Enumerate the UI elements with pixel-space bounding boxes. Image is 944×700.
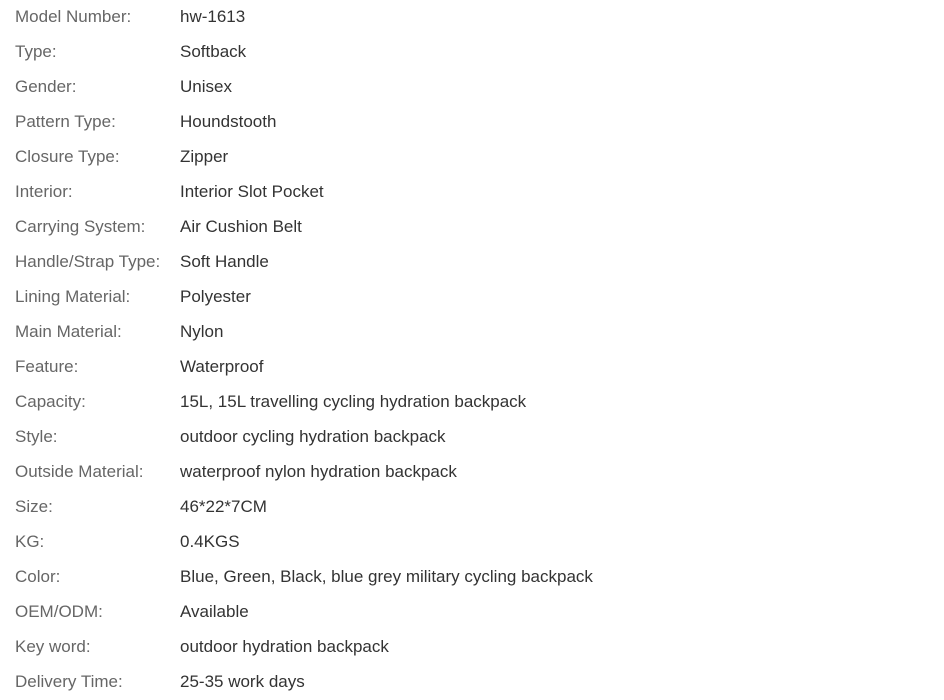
spec-value: Interior Slot Pocket — [180, 182, 324, 201]
spec-value: Softback — [180, 42, 247, 61]
spec-label: Key word: — [15, 637, 91, 656]
spec-value: Blue, Green, Black, blue grey military cycling backpack — [180, 567, 593, 586]
spec-value: Polyester — [180, 287, 251, 306]
spec-value: Air Cushion Belt — [180, 217, 302, 236]
spec-value: Available — [180, 602, 249, 621]
spec-label: Model Number: — [15, 7, 132, 26]
spec-row-capacity — [0, 385, 944, 420]
spec-row-interior — [0, 175, 944, 210]
spec-row-style — [0, 420, 944, 455]
spec-label: Style: — [15, 427, 58, 446]
spec-label: Interior: — [15, 182, 73, 201]
spec-row-outside-material — [0, 455, 944, 490]
spec-value: 15L, 15L travelling cycling hydration backpack — [180, 392, 527, 411]
spec-row-size — [0, 490, 944, 525]
spec-label: Color: — [15, 567, 61, 586]
spec-value: outdoor hydration backpack — [180, 637, 389, 656]
spec-label: Main Material: — [15, 322, 122, 341]
spec-row-type — [0, 35, 944, 70]
spec-label: Carrying System: — [15, 217, 146, 236]
spec-row-kg — [0, 525, 944, 560]
spec-label: Handle/Strap Type: — [15, 252, 161, 271]
spec-value: 0.4KGS — [180, 532, 240, 551]
spec-label: Feature: — [15, 357, 79, 376]
spec-label: KG: — [15, 532, 45, 551]
spec-label: Pattern Type: — [15, 112, 116, 131]
spec-value: Unisex — [180, 77, 232, 96]
spec-value: Houndstooth — [180, 112, 277, 131]
spec-row-model-number — [0, 0, 944, 35]
spec-row-closure-type — [0, 140, 944, 175]
spec-label: OEM/ODM: — [15, 602, 103, 621]
spec-label: Size: — [15, 497, 53, 516]
spec-value: Waterproof — [180, 357, 264, 376]
spec-value: Nylon — [180, 322, 224, 341]
spec-row-gender — [0, 70, 944, 105]
spec-row-color — [0, 560, 944, 595]
spec-label: Outside Material: — [15, 462, 144, 481]
spec-label: Lining Material: — [15, 287, 131, 306]
spec-row-handle-strap-type — [0, 245, 944, 280]
spec-value: outdoor cycling hydration backpack — [180, 427, 446, 446]
spec-row-lining-material — [0, 280, 944, 315]
spec-value: 25-35 work days — [180, 672, 305, 691]
spec-label: Gender: — [15, 77, 77, 96]
spec-label: Type: — [15, 42, 57, 61]
spec-value: waterproof nylon hydration backpack — [180, 462, 457, 481]
spec-label: Delivery Time: — [15, 672, 123, 691]
spec-row-main-material — [0, 315, 944, 350]
spec-row-carrying-system — [0, 210, 944, 245]
spec-row-oem-odm — [0, 595, 944, 630]
spec-value: hw-1613 — [180, 7, 246, 26]
spec-value: Zipper — [180, 147, 229, 166]
spec-label: Capacity: — [15, 392, 86, 411]
spec-value: 46*22*7CM — [180, 497, 267, 516]
spec-row-feature — [0, 350, 944, 385]
spec-value: Soft Handle — [180, 252, 269, 271]
spec-row-pattern-type — [0, 105, 944, 140]
spec-label: Closure Type: — [15, 147, 120, 166]
spec-row-key-word — [0, 630, 944, 665]
